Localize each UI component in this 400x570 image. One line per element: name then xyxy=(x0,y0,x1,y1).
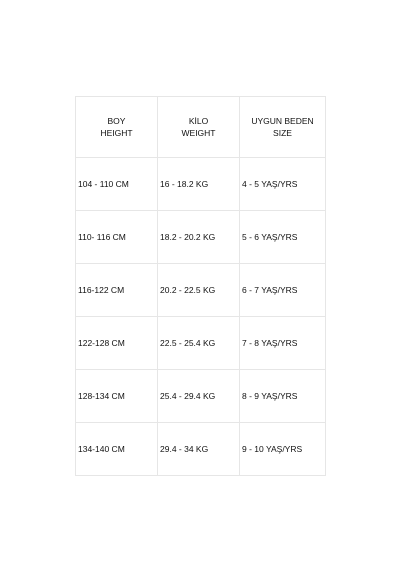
weight-cell: 18.2 - 20.2 KG xyxy=(158,211,240,264)
header-height-tr: BOY xyxy=(107,116,126,126)
height-cell: 122-128 CM xyxy=(76,317,158,370)
size-cell: 7 - 8 YAŞ/YRS xyxy=(240,317,326,370)
table-row xyxy=(76,158,326,211)
weight-cell: 29.4 - 34 KG xyxy=(158,423,240,476)
header-size xyxy=(240,97,326,158)
table-row xyxy=(76,211,326,264)
height-cell: 110- 116 CM xyxy=(76,211,158,264)
weight-cell: 25.4 - 29.4 KG xyxy=(158,370,240,423)
header-weight xyxy=(158,97,240,158)
height-cell: 134-140 CM xyxy=(76,423,158,476)
size-cell: 6 - 7 YAŞ/YRS xyxy=(240,264,326,317)
height-cell: 104 - 110 CM xyxy=(76,158,158,211)
size-cell: 5 - 6 YAŞ/YRS xyxy=(240,211,326,264)
height-cell: 116-122 CM xyxy=(76,264,158,317)
table-row xyxy=(76,370,326,423)
size-chart-table xyxy=(75,96,326,476)
header-size-tr: UYGUN BEDEN xyxy=(251,116,314,126)
weight-cell: 22.5 - 25.4 KG xyxy=(158,317,240,370)
table-header xyxy=(76,97,326,158)
size-cell: 9 - 10 YAŞ/YRS xyxy=(240,423,326,476)
table-row xyxy=(76,317,326,370)
header-size-en: SIZE xyxy=(273,128,292,138)
weight-cell: 16 - 18.2 KG xyxy=(158,158,240,211)
weight-cell: 20.2 - 22.5 KG xyxy=(158,264,240,317)
header-weight-tr: KİLO xyxy=(188,116,209,126)
height-cell: 128-134 CM xyxy=(76,370,158,423)
header-height-en: HEIGHT xyxy=(100,128,133,138)
table-row xyxy=(76,264,326,317)
header-height xyxy=(76,97,158,158)
header-row xyxy=(76,97,326,158)
table-row xyxy=(76,423,326,476)
table-body xyxy=(76,158,326,476)
header-weight-en: WEIGHT xyxy=(181,128,216,138)
size-cell: 4 - 5 YAŞ/YRS xyxy=(240,158,326,211)
size-cell: 8 - 9 YAŞ/YRS xyxy=(240,370,326,423)
